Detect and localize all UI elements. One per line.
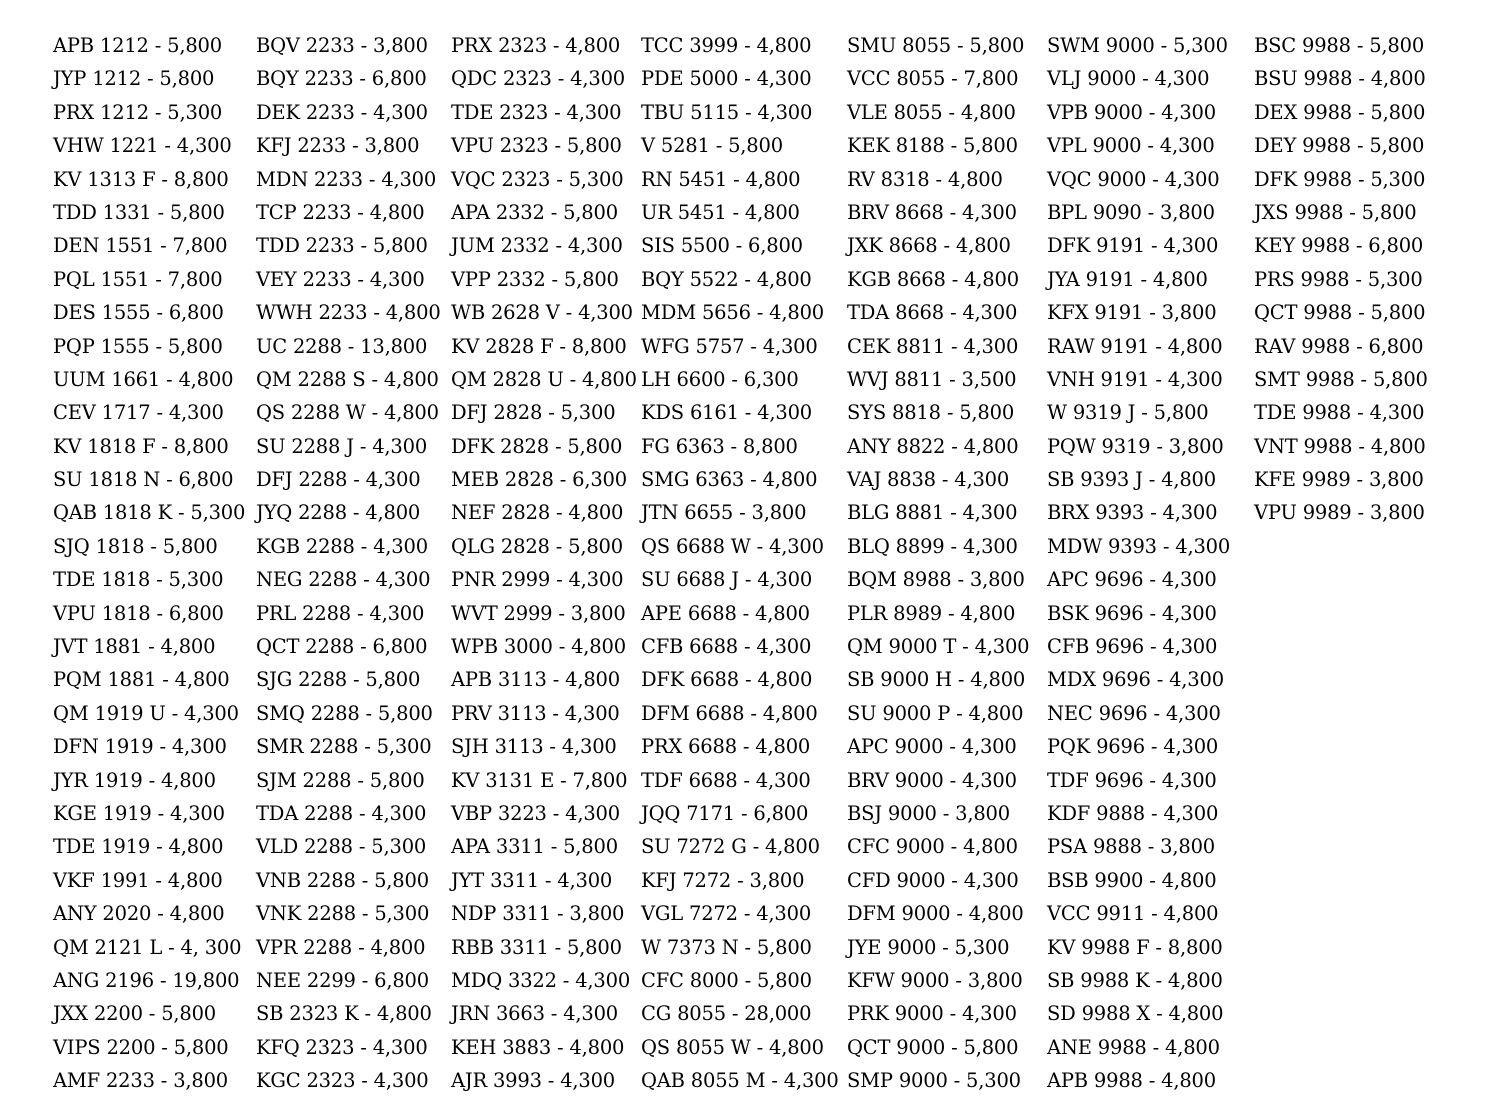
price-column-7 — [1254, 29, 1428, 530]
plate-price-entry: NEC 9696 - 4,300 — [1047, 701, 1221, 725]
plate-price-entry: JQQ 7171 - 6,800 — [641, 801, 809, 825]
plate-price-entry: VQC 2323 - 5,300 — [451, 167, 624, 191]
plate-price-entry: NEE 2299 - 6,800 — [256, 968, 429, 992]
plate-price-entry: PSA 9888 - 3,800 — [1047, 835, 1215, 859]
plate-price-entry: UC 2288 - 13,800 — [256, 334, 428, 358]
plate-price-entry: SMR 2288 - 5,300 — [256, 735, 432, 759]
plate-price-entry: VQC 9000 - 4,300 — [1047, 167, 1220, 191]
plate-price-entry: BSB 9900 - 4,800 — [1047, 868, 1217, 892]
plate-price-entry: PRK 9000 - 4,300 — [847, 1002, 1017, 1026]
plate-price-entry: KEH 3883 - 4,800 — [451, 1035, 625, 1059]
plate-price-entry: VPP 2332 - 5,800 — [451, 267, 619, 291]
plate-price-entry: DES 1555 - 6,800 — [53, 301, 224, 325]
plate-price-entry: VPB 9000 - 4,300 — [1047, 100, 1216, 124]
plate-price-entry: SMP 9000 - 5,300 — [847, 1069, 1021, 1093]
plate-price-entry: MDQ 3322 - 4,300 — [451, 968, 631, 992]
plate-price-entry: VBP 3223 - 4,300 — [451, 801, 620, 825]
plate-price-entry: DEY 9988 - 5,800 — [1254, 134, 1425, 158]
plate-price-entry: VGL 7272 - 4,300 — [641, 902, 812, 926]
plate-price-entry: BRV 9000 - 4,300 — [847, 768, 1017, 792]
plate-price-entry: KFX 9191 - 3,800 — [1047, 301, 1217, 325]
plate-price-entry: SU 7272 G - 4,800 — [641, 835, 820, 859]
plate-price-entry: CFC 8000 - 5,800 — [641, 968, 812, 992]
plate-price-entry: SYS 8818 - 5,800 — [847, 401, 1015, 425]
plate-price-entry: PRX 6688 - 4,800 — [641, 735, 811, 759]
plate-price-entry: SU 9000 P - 4,800 — [847, 701, 1024, 725]
price-column-5 — [847, 29, 1029, 1098]
plate-price-entry: QLG 2828 - 5,800 — [451, 534, 623, 558]
plate-price-entry: NEG 2288 - 4,300 — [256, 568, 431, 592]
plate-price-entry: PRX 1212 - 5,300 — [53, 100, 223, 124]
plate-price-entry: JXS 9988 - 5,800 — [1254, 200, 1417, 224]
plate-price-entry: DEK 2233 - 4,300 — [256, 100, 428, 124]
plate-price-entry: JVT 1881 - 4,800 — [53, 635, 216, 659]
plate-price-entry: KDS 6161 - 4,300 — [641, 401, 812, 425]
plate-price-entry: BSK 9696 - 4,300 — [1047, 601, 1217, 625]
plate-price-entry: DFM 9000 - 4,800 — [847, 902, 1024, 926]
plate-price-entry: SJQ 1818 - 5,800 — [53, 534, 218, 558]
plate-price-entry: PQW 9319 - 3,800 — [1047, 434, 1224, 458]
plate-price-entry: QM 2828 U - 4,800 — [451, 367, 637, 391]
plate-price-entry: JXK 8668 - 4,800 — [847, 234, 1011, 258]
price-column-1 — [53, 29, 245, 1098]
plate-price-entry: KFE 9989 - 3,800 — [1254, 468, 1424, 492]
plate-price-entry: APB 1212 - 5,800 — [53, 34, 222, 57]
plate-price-entry: JUM 2332 - 4,300 — [451, 234, 623, 258]
plate-price-entry: PRV 3113 - 4,300 — [451, 701, 620, 725]
price-column-6 — [1047, 29, 1230, 1098]
plate-price-entry: SMG 6363 - 4,800 — [641, 468, 818, 492]
plate-price-entry: AJR 3993 - 4,300 — [451, 1069, 616, 1093]
plate-price-entry: APB 3113 - 4,800 — [451, 668, 620, 692]
plate-price-entry: CEK 8811 - 4,300 — [847, 334, 1019, 358]
plate-price-entry: PQK 9696 - 4,300 — [1047, 735, 1219, 759]
plate-price-entry: BLQ 8899 - 4,300 — [847, 534, 1018, 558]
plate-price-entry: RV 8318 - 4,800 — [847, 167, 1003, 191]
plate-price-entry: UUM 1661 - 4,800 — [53, 367, 234, 391]
plate-price-entry: VPR 2288 - 4,800 — [256, 935, 426, 959]
plate-price-entry: V 5281 - 5,800 — [641, 134, 783, 158]
plate-price-entry: TDA 8668 - 4,300 — [847, 301, 1018, 325]
plate-price-entry: BSC 9988 - 5,800 — [1254, 34, 1425, 57]
plate-price-entry: BQY 2233 - 6,800 — [256, 67, 427, 91]
plate-price-entry: APC 9000 - 4,300 — [847, 735, 1017, 759]
plate-price-entry: JYR 1919 - 4,800 — [53, 768, 216, 792]
plate-price-entry: JRN 3663 - 4,300 — [451, 1002, 618, 1026]
plate-price-entry: QM 9000 T - 4,300 — [847, 635, 1030, 659]
price-column-2 — [256, 29, 441, 1098]
plate-price-entry: CFB 9696 - 4,300 — [1047, 635, 1218, 659]
plate-price-entry: PQL 1551 - 7,800 — [53, 267, 223, 291]
plate-price-entry: BLG 8881 - 4,300 — [847, 501, 1018, 525]
plate-price-entry: DEN 1551 - 7,800 — [53, 234, 228, 258]
plate-price-entry: VAJ 8838 - 4,300 — [847, 468, 1010, 492]
plate-price-entry: SIS 5500 - 6,800 — [641, 234, 803, 258]
plate-price-entry: KGB 2288 - 4,300 — [256, 534, 428, 558]
price-column-4 — [641, 29, 839, 1098]
plate-price-entry: DFK 6688 - 4,800 — [641, 668, 813, 692]
plate-price-entry: SMT 9988 - 5,800 — [1254, 367, 1428, 391]
plate-price-entry: KV 9988 F - 8,800 — [1047, 935, 1223, 959]
plate-price-entry: APC 9696 - 4,300 — [1047, 568, 1217, 592]
plate-price-entry: SB 9988 K - 4,800 — [1047, 968, 1223, 992]
plate-price-entry: VKF 1991 - 4,800 — [53, 868, 223, 892]
plate-price-entry: VIPS 2200 - 5,800 — [53, 1035, 229, 1059]
plate-price-entry: DFK 9191 - 4,300 — [1047, 234, 1219, 258]
plate-price-entry: KV 2828 F - 8,800 — [451, 334, 627, 358]
plate-price-entry: TDE 1919 - 4,800 — [53, 835, 224, 859]
plate-price-entry: MEB 2828 - 6,300 — [451, 468, 627, 492]
plate-price-entry: VLD 2288 - 5,300 — [256, 835, 427, 859]
plate-price-entry: MDW 9393 - 4,300 — [1047, 534, 1231, 558]
plate-price-entry: DFJ 2828 - 5,300 — [451, 401, 616, 425]
price-column-3 — [451, 29, 637, 1098]
plate-price-entry: SD 9988 X - 4,800 — [1047, 1002, 1224, 1026]
plate-price-entry: KV 1313 F - 8,800 — [53, 167, 229, 191]
plate-price-entry: MDX 9696 - 4,300 — [1047, 668, 1224, 692]
plate-price-entry: VNH 9191 - 4,300 — [1047, 367, 1223, 391]
plate-price-entry: QM 2288 S - 4,800 — [256, 367, 439, 391]
plate-price-entry: ANY 2020 - 4,800 — [53, 902, 225, 926]
plate-price-entry: QDC 2323 - 4,300 — [451, 67, 625, 91]
plate-price-entry: VEY 2233 - 4,300 — [256, 267, 425, 291]
plate-price-entry: VPU 1818 - 6,800 — [53, 601, 224, 625]
plate-price-entry: DFM 6688 - 4,800 — [641, 701, 818, 725]
plate-price-entry: TDE 9988 - 4,300 — [1254, 401, 1425, 425]
plate-price-entry: AMF 2233 - 3,800 — [53, 1069, 229, 1093]
plate-price-entry: WFG 5757 - 4,300 — [641, 334, 818, 358]
plate-price-entry: MDM 5656 - 4,800 — [641, 301, 825, 325]
plate-price-entry: RBB 3311 - 5,800 — [451, 935, 622, 959]
plate-price-entry: KV 1818 F - 8,800 — [53, 434, 229, 458]
plate-price-entry: SMU 8055 - 5,800 — [847, 34, 1025, 57]
plate-price-entry: SU 6688 J - 4,300 — [641, 568, 813, 592]
plate-price-entry: TDD 1331 - 5,800 — [53, 200, 225, 224]
plate-price-entry: WB 2628 V - 4,300 — [451, 301, 633, 325]
plate-price-entry: SB 9000 H - 4,800 — [847, 668, 1026, 692]
plate-price-entry: SB 9393 J - 4,800 — [1047, 468, 1216, 492]
plate-price-entry: JYP 1212 - 5,800 — [53, 67, 215, 91]
plate-price-entry: SU 1818 N - 6,800 — [53, 468, 234, 492]
plate-price-entry: KFJ 7272 - 3,800 — [641, 868, 805, 892]
plate-price-entry: KEY 9988 - 6,800 — [1254, 234, 1424, 258]
plate-price-entry: PQM 1881 - 4,800 — [53, 668, 230, 692]
plate-price-entry: VHW 1221 - 4,300 — [53, 134, 232, 158]
plate-price-entry: UR 5451 - 4,800 — [641, 200, 800, 224]
plate-price-entry: MDN 2233 - 4,300 — [256, 167, 437, 191]
plate-price-entry: TDD 2233 - 5,800 — [256, 234, 428, 258]
plate-price-entry: VPU 2323 - 5,800 — [451, 134, 622, 158]
plate-price-entry: SMQ 2288 - 5,800 — [256, 701, 433, 725]
plate-price-entry: TDA 2288 - 4,300 — [256, 801, 427, 825]
plate-price-entry: JYA 9191 - 4,800 — [1047, 267, 1208, 291]
plate-price-entry: DFN 1919 - 4,300 — [53, 735, 227, 759]
plate-price-entry: BRV 8668 - 4,300 — [847, 200, 1017, 224]
plate-price-entry: TCC 3999 - 4,800 — [641, 34, 812, 57]
plate-price-entry: BSJ 9000 - 3,800 — [847, 801, 1010, 825]
plate-price-entry: QS 8055 W - 4,800 — [641, 1035, 824, 1059]
plate-price-entry: VNT 9988 - 4,800 — [1254, 434, 1426, 458]
plate-price-entry: CG 8055 - 28,000 — [641, 1002, 812, 1026]
plate-price-entry: QS 6688 W - 4,300 — [641, 534, 824, 558]
plate-price-entry: ANE 9988 - 4,800 — [1047, 1035, 1220, 1059]
plate-price-entry: QCT 2288 - 6,800 — [256, 635, 428, 659]
plate-price-entry: PQP 1555 - 5,800 — [53, 334, 223, 358]
plate-price-entry: VLJ 9000 - 4,300 — [1047, 67, 1210, 91]
plate-price-entry: KGB 8668 - 4,800 — [847, 267, 1019, 291]
plate-price-entry: KFQ 2323 - 4,300 — [256, 1035, 428, 1059]
plate-price-entry: QAB 1818 K - 5,300 — [53, 501, 246, 525]
plate-price-entry: CFD 9000 - 4,300 — [847, 868, 1019, 892]
plate-price-entry: WVT 2999 - 3,800 — [451, 601, 626, 625]
plate-price-entry: BPL 9090 - 3,800 — [1047, 200, 1215, 224]
plate-price-entry: VLE 8055 - 4,800 — [847, 100, 1016, 124]
plate-price-entry: KGE 1919 - 4,300 — [53, 801, 225, 825]
plate-price-entry: APA 3311 - 5,800 — [451, 835, 618, 859]
plate-price-entry: QCT 9000 - 5,800 — [847, 1035, 1019, 1059]
plate-price-entry: ANG 2196 - 19,800 — [53, 968, 240, 992]
plate-price-entry: APE 6688 - 4,800 — [641, 601, 810, 625]
plate-price-entry: VPL 9000 - 4,300 — [1047, 134, 1215, 158]
plate-price-entry: TCP 2233 - 4,800 — [256, 200, 425, 224]
plate-price-entry: RAV 9988 - 6,800 — [1254, 334, 1424, 358]
plate-price-entry: DEX 9988 - 5,800 — [1254, 100, 1426, 124]
plate-price-entry: KGC 2323 - 4,300 — [256, 1069, 429, 1093]
plate-price-entry: W 7373 N - 5,800 — [641, 935, 812, 959]
plate-price-entry: KEK 8188 - 5,800 — [847, 134, 1018, 158]
plate-price-entry: TDF 9696 - 4,300 — [1047, 768, 1217, 792]
plate-price-entry: SU 2288 J - 4,300 — [256, 434, 428, 458]
plate-price-entry: TBU 5115 - 4,300 — [641, 100, 813, 124]
plate-price-entry: LH 6600 - 6,300 — [641, 367, 799, 391]
plate-price-entry: CFB 6688 - 4,300 — [641, 635, 812, 659]
plate-price-entry: W 9319 J - 5,800 — [1047, 401, 1209, 425]
plate-price-entry: JYE 9000 - 5,300 — [847, 935, 1010, 959]
plate-price-entry: BSU 9988 - 4,800 — [1254, 67, 1426, 91]
plate-price-entry: KDF 9888 - 4,300 — [1047, 801, 1219, 825]
plate-price-entry: WVJ 8811 - 3,500 — [847, 367, 1017, 391]
plate-price-entry: CEV 1717 - 4,300 — [53, 401, 224, 425]
plate-price-entry: TDE 1818 - 5,300 — [53, 568, 224, 592]
plate-price-entry: FG 6363 - 8,800 — [641, 434, 798, 458]
plate-price-entry: PRX 2323 - 4,800 — [451, 34, 621, 57]
plate-price-entry: ANY 8822 - 4,800 — [847, 434, 1019, 458]
plate-price-entry: RN 5451 - 4,800 — [641, 167, 801, 191]
plate-price-entry: VNK 2288 - 5,300 — [256, 902, 430, 926]
plate-price-entry: VNB 2288 - 5,800 — [256, 868, 429, 892]
plate-price-entry: PNR 2999 - 4,300 — [451, 568, 624, 592]
plate-price-entry: BQY 5522 - 4,800 — [641, 267, 812, 291]
plate-price-entry: QAB 8055 M - 4,300 — [641, 1069, 839, 1093]
plate-price-entry: APA 2332 - 5,800 — [451, 200, 618, 224]
plate-price-entry: BQV 2233 - 3,800 — [256, 34, 428, 57]
plate-price-entry: SJM 2288 - 5,800 — [256, 768, 425, 792]
plate-price-entry: QCT 9988 - 5,800 — [1254, 301, 1426, 325]
plate-price-entry: KV 3131 E - 7,800 — [451, 768, 628, 792]
plate-price-entry: JTN 6655 - 3,800 — [641, 501, 807, 525]
plate-price-entry: VCC 9911 - 4,800 — [1047, 902, 1219, 926]
plate-price-entry: KFJ 2233 - 3,800 — [256, 134, 420, 158]
plate-price-entry: SWM 9000 - 5,300 — [1047, 34, 1228, 57]
plate-price-entry: NDP 3311 - 3,800 — [451, 902, 625, 926]
plate-price-entry: NEF 2828 - 4,800 — [451, 501, 624, 525]
plate-price-entry: JYT 3311 - 4,300 — [451, 868, 613, 892]
plate-price-entry: JYQ 2288 - 4,800 — [256, 501, 421, 525]
plate-price-entry: WPB 3000 - 4,800 — [451, 635, 626, 659]
plate-price-entry: VCC 8055 - 7,800 — [847, 67, 1019, 91]
plate-price-entry: PLR 8989 - 4,800 — [847, 601, 1016, 625]
plate-price-entry: DFK 2828 - 5,800 — [451, 434, 623, 458]
plate-price-entry: WWH 2233 - 4,800 — [256, 301, 441, 325]
plate-price-entry: PDE 5000 - 4,300 — [641, 67, 812, 91]
plate-price-entry: QM 2121 L - 4, 300 — [53, 935, 242, 959]
plate-price-entry: TDE 2323 - 4,300 — [451, 100, 622, 124]
plate-price-entry: BRX 9393 - 4,300 — [1047, 501, 1218, 525]
plate-price-entry: TDF 6688 - 4,300 — [641, 768, 811, 792]
plate-price-entry: PRL 2288 - 4,300 — [256, 601, 425, 625]
plate-price-entry: QS 2288 W - 4,800 — [256, 401, 439, 425]
plate-price-entry: JXX 2200 - 5,800 — [53, 1002, 217, 1026]
plate-price-entry: QM 1919 U - 4,300 — [53, 701, 239, 725]
plate-price-entry: DFK 9988 - 5,300 — [1254, 167, 1426, 191]
plate-price-entry: CFC 9000 - 4,800 — [847, 835, 1018, 859]
plate-price-entry: SJH 3113 - 4,300 — [451, 735, 617, 759]
plate-price-entry: PRS 9988 - 5,300 — [1254, 267, 1423, 291]
plate-price-entry: APB 9988 - 4,800 — [1047, 1069, 1216, 1093]
plate-price-entry: SJG 2288 - 5,800 — [256, 668, 421, 692]
plate-price-entry: VPU 9989 - 3,800 — [1254, 501, 1425, 525]
plate-price-entry: RAW 9191 - 4,800 — [1047, 334, 1223, 358]
plate-price-entry: SB 2323 K - 4,800 — [256, 1002, 432, 1026]
plate-price-entry: DFJ 2288 - 4,300 — [256, 468, 421, 492]
plate-price-entry: KFW 9000 - 3,800 — [847, 968, 1023, 992]
plate-price-entry: BQM 8988 - 3,800 — [847, 568, 1025, 592]
